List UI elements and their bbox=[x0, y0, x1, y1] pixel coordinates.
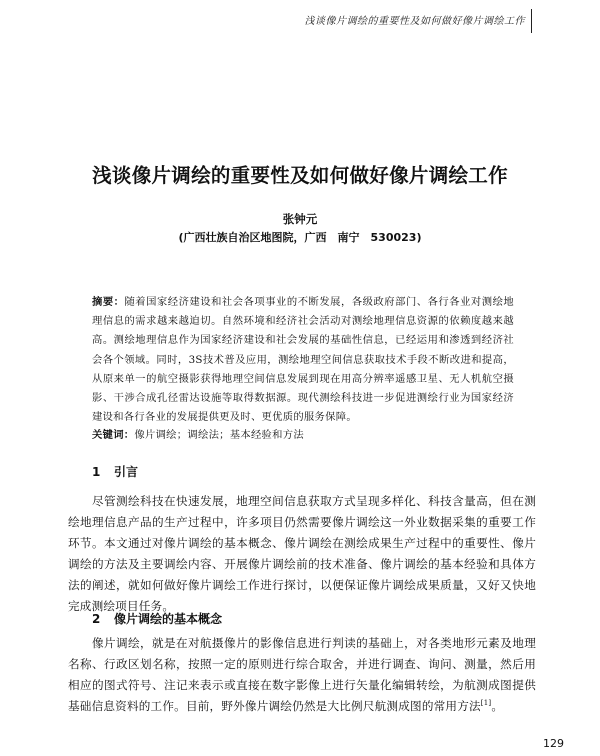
running-header: 浅谈像片调绘的重要性及如何做好像片调绘工作 bbox=[304, 16, 525, 27]
abstract bbox=[92, 293, 514, 427]
section-number: 1 bbox=[92, 465, 101, 479]
paper-title: 浅谈像片调绘的重要性及如何做好像片调绘工作 bbox=[92, 164, 508, 187]
keywords bbox=[92, 427, 514, 443]
section-heading-basic-concept bbox=[92, 610, 222, 627]
abstract-text: 随着国家经济建设和社会各项事业的不断发展，各级政府部门、各行各业对测绘地理信息的需求越来越迫切。自然环境和经济社会活动对测绘地理信息资源的依赖度越来越高。测绘地理信息作为国家经济建设和社会发展的基础性信息，已经运用和渗透到经济社会各个领域。同时，3S技术普及应用，测绘地理空间信息获取技术手段不断改进和提高，从原来单一的航空摄影获得地理空间信息发展到现在用高分辨率遥感卫星、无人机航空摄影、干涉合成孔径雷达设施等取得数据源。现代测绘科技进一步促进测绘行业为国家经济建设和各行各业的发展提供更及时、更优质的服务保障。 bbox=[92, 296, 514, 424]
page-number: 129 bbox=[543, 737, 564, 750]
introduction-paragraph: 尽管测绘科技在快速发展，地理空间信息获取方式呈现多样化、科技含量高，但在测绘地理信息产品的生产过程中，许多项目仍然需要像片调绘这一外业数据采集的重要工作环节。本文通过对像片调绘的基本概念、像片调绘在测绘成果生产过程中的重要性、像片调绘的方法及主要调绘内容、开展像片调绘前的技术准备、像片调绘的基本经验和具体方法的阐述，就如何做好像片调绘工作进行探讨，以便保证像片调绘成果质量，又好又快地完成测绘项目任务。 bbox=[68, 494, 536, 614]
paragraph-end: 。 bbox=[491, 699, 504, 714]
section-title: 像片调绘的基本概念 bbox=[114, 612, 223, 626]
paragraph-text: 像片调绘，就是在对航摄像片的影像信息进行判读的基础上，对各类地形元素及地理名称、行政区划名称，按照一定的原则进行综合取舍，并进行调查、询问、测量，然后用相应的图式符号、注记来表示或直接在数字影像上进行矢量化编辑转绘，为航测成图提供基础信息资料的工作。目前，野外像片调绘仍然是大比例尺航测成图的常用方法 bbox=[68, 636, 536, 714]
section-heading-introduction bbox=[92, 463, 138, 480]
section-number: 2 bbox=[92, 612, 101, 626]
author-affiliation: (广西壮族自治区地图院，广西 南宁 530023) bbox=[178, 231, 422, 244]
basic-concept-paragraph bbox=[68, 633, 536, 717]
keywords-text: 像片调绘；调绘法；基本经验和方法 bbox=[134, 429, 304, 441]
running-header-rule bbox=[531, 9, 532, 33]
section-title: 引言 bbox=[114, 465, 139, 479]
citation-ref: [1] bbox=[480, 699, 492, 708]
keywords-label: 关键词： bbox=[92, 429, 135, 441]
abstract-label: 摘要： bbox=[92, 296, 125, 308]
author-name: 张钟元 bbox=[282, 212, 318, 226]
